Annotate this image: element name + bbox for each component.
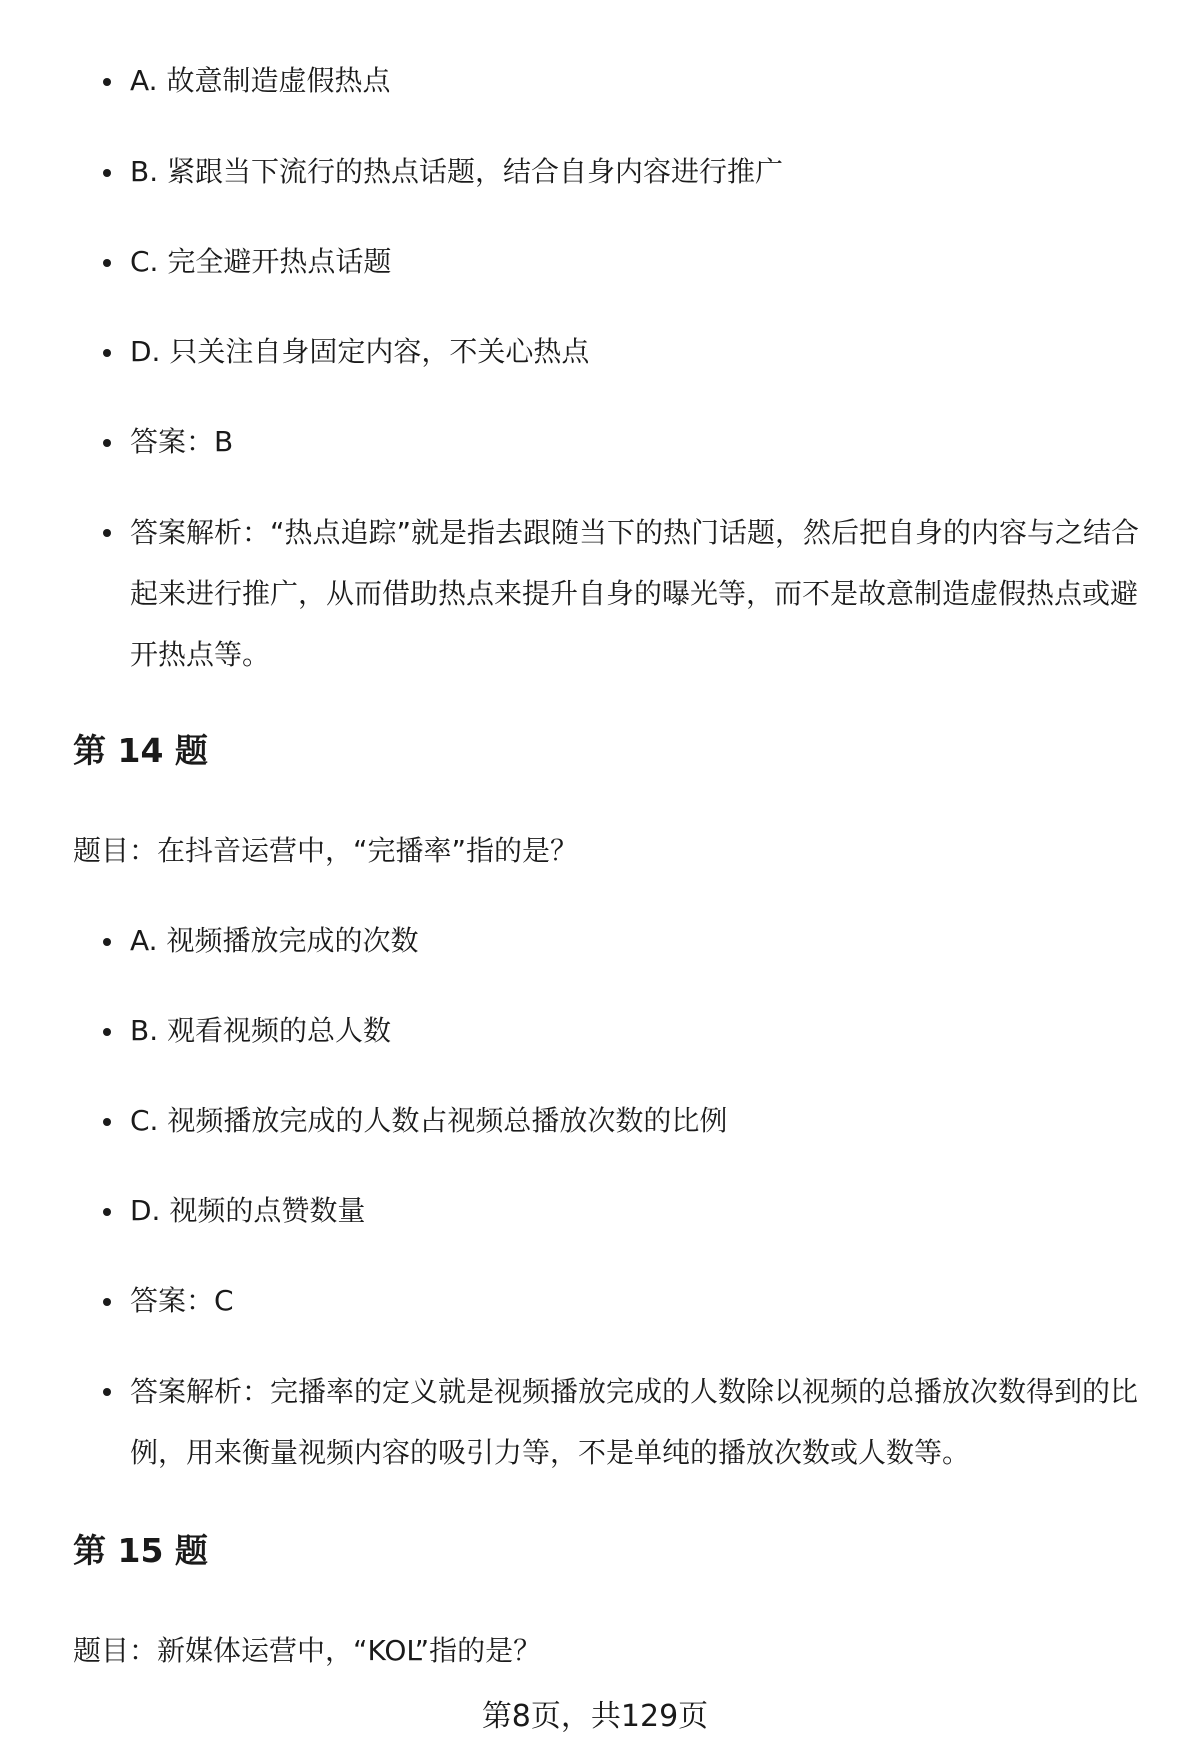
bullet-icon [103,1298,111,1306]
q13-option-list-b [0,157,1190,187]
q13-option-d-text: D. 只关注自身固定内容，不关心热点 [130,335,590,368]
q14-option-c-text: C. 视频播放完成的人数占视频总播放次数的比例 [130,1104,728,1137]
q13-option-list-c [0,247,1190,277]
q13-explanation-text: 答案解析：“热点追踪”就是指去跟随当下的热门话题，然后把自身的内容与之结合起来进行推广，从而借助热点来提升自身的曝光等，而不是故意制造虚假热点或避开热点等。 [130,516,1140,671]
bullet-icon [103,938,111,946]
bullet-icon [103,259,111,267]
bullet-icon [103,1028,111,1036]
q14-explanation-list [0,1376,1190,1483]
q13-answer-list [0,427,1190,457]
q13-answer-text: 答案：B [130,425,234,458]
q15-question: 题目：新媒体运营中，“KOL”指的是？ [73,1634,542,1667]
q14-option-list-b [0,1016,1190,1046]
q13-option-a-text: A. 故意制造虚假热点 [130,64,391,97]
q14-answer-list [0,1286,1190,1316]
q14-explanation-text: 答案解析：完播率的定义就是视频播放完成的人数除以视频的总播放次数得到的比例，用来衡量视频内容的吸引力等，不是单纯的播放次数或人数等。 [130,1375,1139,1469]
q14-question: 题目：在抖音运营中，“完播率”指的是？ [73,834,579,867]
bullet-icon [103,1388,111,1396]
bullet-icon [103,1208,111,1216]
q14-option-a-text: A. 视频播放完成的次数 [130,924,419,957]
q14-option-list-a [0,926,1190,956]
q14-option-b-text: B. 观看视频的总人数 [130,1014,392,1047]
q14-option-a [0,926,1190,956]
q13-option-list [0,66,1190,96]
q13-explanation [0,502,1190,685]
q13-answer [0,427,1190,457]
bullet-icon [103,1118,111,1126]
bullet-icon [103,78,111,86]
q14-option-c [0,1106,1190,1136]
q13-explanation-list [0,517,1190,685]
q14-option-d [0,1196,1190,1226]
page-number: 第8页，共129页 [481,1699,709,1734]
q14-heading: 第 14 题 [73,731,208,770]
q13-option-list-d [0,337,1190,367]
bullet-icon [103,349,111,357]
q13-option-d [0,337,1190,367]
q13-option-a [0,66,1190,96]
q14-option-d-text: D. 视频的点赞数量 [130,1194,366,1227]
bullet-icon [103,529,111,537]
q14-option-list-c [0,1106,1190,1136]
q13-option-b [0,157,1190,187]
bullet-icon [103,169,111,177]
q14-option-list-d [0,1196,1190,1226]
q13-option-c [0,247,1190,277]
q15-heading: 第 15 题 [73,1531,208,1570]
q14-answer [0,1286,1190,1316]
q13-option-c-text: C. 完全避开热点话题 [130,245,392,278]
bullet-icon [103,439,111,447]
q14-option-b [0,1016,1190,1046]
q13-option-b-text: B. 紧跟当下流行的热点话题，结合自身内容进行推广 [130,155,784,188]
q14-answer-text: 答案：C [130,1284,234,1317]
q14-explanation [0,1361,1190,1483]
